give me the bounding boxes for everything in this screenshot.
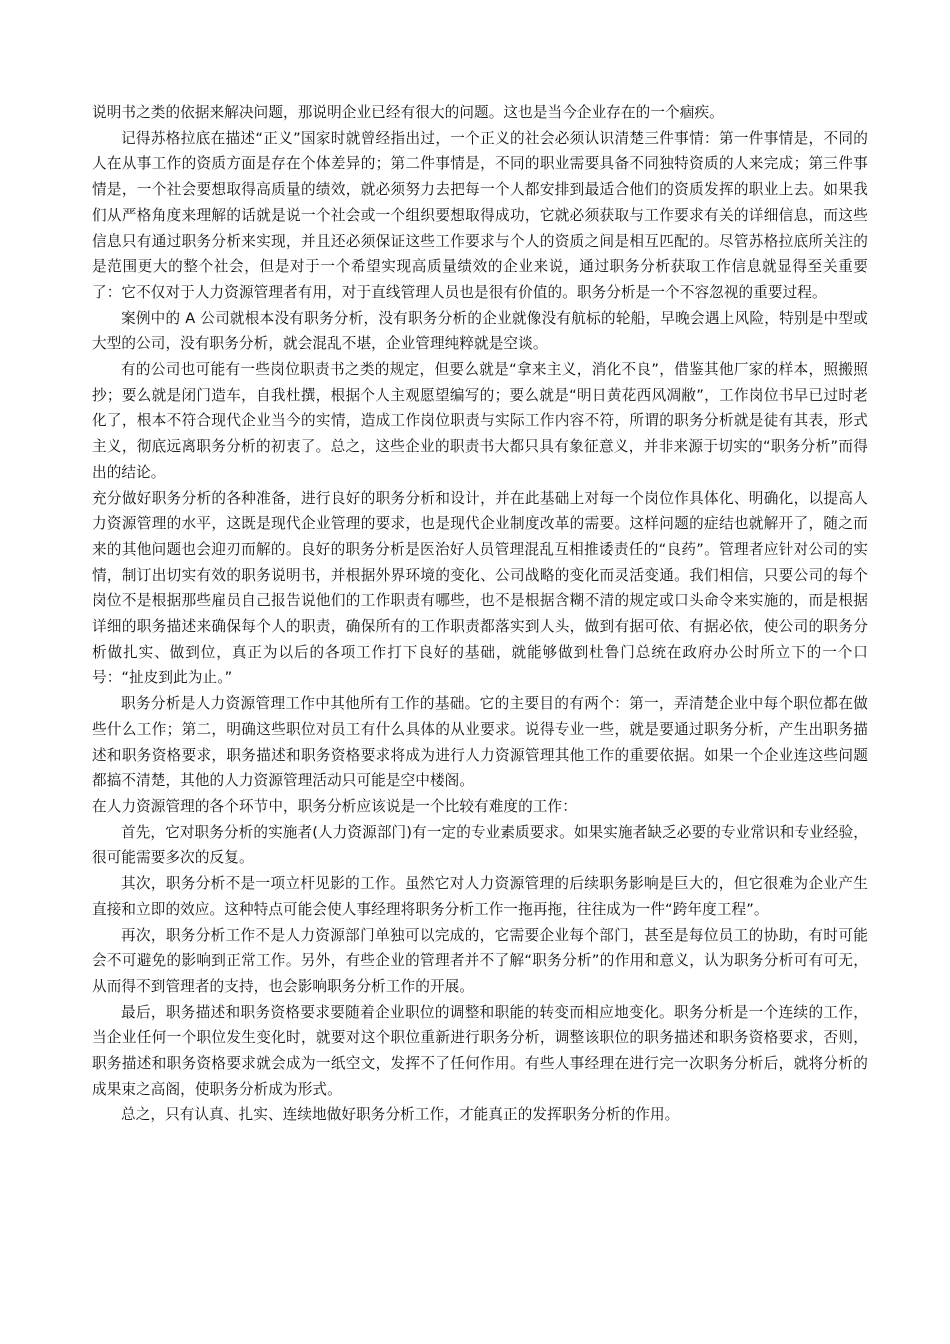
paragraph-3: 案例中的 A 公司就根本没有职务分析，没有职务分析的企业就像没有航标的轮船，早晚会遇上风险，特别是中型或大型的公司，没有职务分析，就会混乱不堪，企业管理纯粹就是空谈。 [92,309,868,353]
paragraph-6: 职务分析是人力资源管理工作中其他所有工作的基础。它的主要目的有两个：第一，弄清楚企业中每个职位都在做些什么工作；第二，明确这些职位对员工有什么具体的从业要求。说得专业一些，就是要通过职务分析，产生出职务描述和职务资格要求，职务描述和职务资格要求将成为进行人力资源管理其他工作的重要依据。如果一个企业连这些问题都搞不清楚，其他的人力资源管理活动只可能是空中楼阁。 [92,695,868,790]
document-page [92,100,868,1128]
paragraph-1: 说明书之类的依据来解决问题，那说明企业已经有很大的问题。这也是当今企业存在的一个痼疾。 [92,104,724,121]
paragraph-9: 其次，职务分析不是一项立杆见影的工作。虽然它对人力资源管理的后续职务影响是巨大的，但它很难为企业产生直接和立即的效应。这种特点可能会使人事经理将职务分析工作一拖再拖，往往成为一件“跨年度工程”。 [92,875,868,918]
paragraph-5: 充分做好职务分析的各种准备，进行良好的职务分析和设计，并在此基础上对每一个岗位作具体化、明确化，以提高人力资源管理的水平，这既是现代企业管理的要求，也是现代企业制度改革的需要。这样问题的症结也就解开了，随之而来的其他问题也会迎刃而解的。良好的职务分析是医治好人员管理混乱互相推诿责任的“良药”。管理者应针对公司的实情，制订出切实有效的职务说明书，并根据外界环境的变化、公司战略的变化而灵活变通。我们相信，只要公司的每个岗位不是根据那些雇员自己报告说他们的工作职责有哪些，也不是根据含糊不清的规定或口头命令来实施的，而是根据详细的职务描述来确保每个人的职责，确保所有的工作职责都落实到人头，做到有据可依、有据必依，使公司的职务分析做扎实、做到位，真正为以后的各项工作打下良好的基础，就能够做到杜鲁门总统在政府办公时所立下的一个口号：“扯皮到此为止。” [92,489,868,687]
paragraph-4: 有的公司也可能有一些岗位职责书之类的规定，但要么就是“拿来主义，消化不良”，借鉴其他厂家的样本，照搬照抄；要么就是闭门造车，自我杜撰，根据个人主观愿望编写的；要么就是“明日黄花西风凋敝”，工作岗位书早已过时老化了，根本不符合现代企业当今的实情，造成工作岗位职责与实际工作内容不符，所谓的职务分析就是徒有其表，形式主义，彻底远离职务分析的初衷了。总之，这些企业的职责书大都只具有象征意义，并非来源于切实的“职务分析”而得出的结论。 [92,361,868,481]
paragraph-7: 在人力资源管理的各个环节中，职务分析应该说是一个比较有难度的工作： [92,797,577,815]
paragraph-12: 总之，只有认真、扎实、连续地做好职务分析工作，才能真正的发挥职务分析的作用。 [121,1106,680,1124]
paragraph-2: 记得苏格拉底在描述“正义”国家时就曾经指出过，一个正义的社会必须认识清楚三件事情：第一件事情是，不同的人在从事工作的资质方面是存在个体差异的；第二件事情是，不同的职业需要具备不同独特资质的人来完成；第三件事情是，一个社会要想取得高质量的绩效，就必须努力去把每一个人都安排到最适合他们的资质发挥的职业上去。如果我们从严格角度来理解的话就是说一个社会或一个组织要想取得成功，它就必须获取与工作要求有关的详细信息，而这些信息只有通过职务分析来实现，并且还必须保证这些工作要求与个人的资质之间是相互匹配的。尽管苏格拉底所关注的是范围更大的整个社会，但是对于一个希望实现高质量绩效的企业来说，通过职务分析获取工作信息就显得至关重要了：它不仅对于人力资源管理者有用，对于直线管理人员也是很有价值的。职务分析是一个不容忽视的重要过程。 [92,129,868,301]
paragraph-10: 再次，职务分析工作不是人力资源部门单独可以完成的，它需要企业每个部门，甚至是每位员工的协助，有时可能会不可避免的影响到正常工作。另外，有些企业的管理者并不了解“职务分析”的作用和意义，认为职务分析可有可无，从而得不到管理者的支持，也会影响职务分析工作的开展。 [92,926,868,995]
paragraph-11: 最后，职务描述和职务资格要求要随着企业职位的调整和职能的转变而相应地变化。职务分析是一个连续的工作，当企业任何一个职位发生变化时，就要对这个职位重新进行职务分析，调整该职位的职务描述和职务资格要求，否则，职务描述和职务资格要求就会成为一纸空文，发挥不了任何作用。有些人事经理在进行完一次职务分析后，就将分析的成果束之高阁，使职务分析成为形式。 [92,1003,868,1098]
paragraph-8: 首先，它对职务分析的实施者(人力资源部门)有一定的专业素质要求。如果实施者缺乏必要的专业常识和专业经验，很可能需要多次的反复。 [92,823,868,867]
